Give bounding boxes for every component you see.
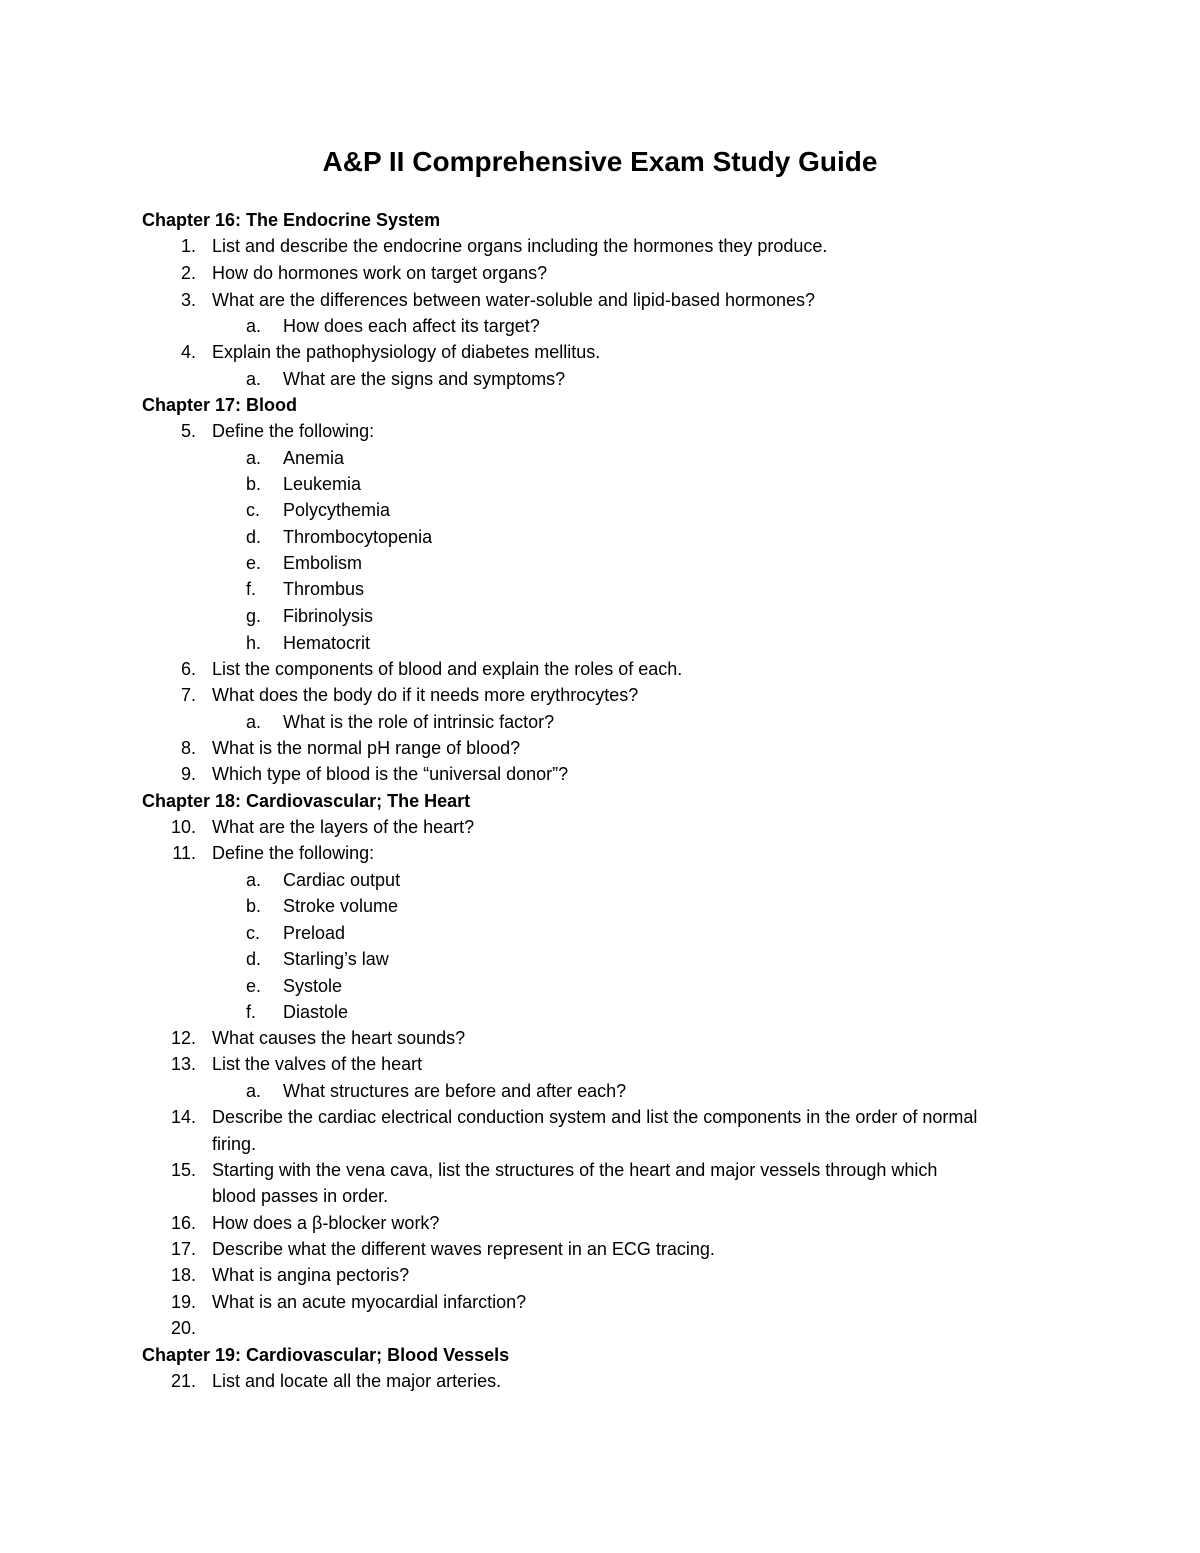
chapter-heading: Chapter 19: Cardiovascular; Blood Vessels xyxy=(142,1345,510,1365)
question-text: Starting with the vena cava, list the structures of the heart and major vessels through which xyxy=(212,1160,938,1180)
sub-item-text: Starling’s law xyxy=(283,949,389,969)
question-text-continued: blood passes in order. xyxy=(212,1186,389,1206)
question-number: 6. xyxy=(180,659,196,679)
question-number: 18. xyxy=(170,1265,196,1285)
question-text: Explain the pathophysiology of diabetes mellitus. xyxy=(212,342,601,362)
question-text: How does a β-blocker work? xyxy=(212,1213,440,1233)
sub-item-letter: c. xyxy=(246,500,261,520)
question-number: 7. xyxy=(180,685,196,705)
sub-item-text: What are the signs and symptoms? xyxy=(283,369,566,389)
question-text: What are the differences between water-soluble and lipid-based hormones? xyxy=(212,290,816,310)
sub-item-letter: a. xyxy=(246,712,262,732)
question-text: What is an acute myocardial infarction? xyxy=(212,1292,527,1312)
sub-item-letter: e. xyxy=(246,553,262,573)
sub-item-text: What is the role of intrinsic factor? xyxy=(283,712,555,732)
question-number: 15. xyxy=(170,1160,196,1180)
sub-item-letter: b. xyxy=(246,896,262,916)
question-text: Describe what the different waves represent in an ECG tracing. xyxy=(212,1239,715,1259)
question-text: What is the normal pH range of blood? xyxy=(212,738,521,758)
sub-item-text: Leukemia xyxy=(283,474,362,494)
sub-item-letter: a. xyxy=(246,870,262,890)
question-number: 3. xyxy=(180,290,196,310)
question-number: 17. xyxy=(170,1239,196,1259)
question-text: List and locate all the major arteries. xyxy=(212,1371,502,1391)
sub-item-text: What structures are before and after each? xyxy=(283,1081,627,1101)
sub-item-letter: a. xyxy=(246,316,262,336)
question-text: List and describe the endocrine organs including the hormones they produce. xyxy=(212,236,828,256)
sub-item-letter: d. xyxy=(246,527,262,547)
sub-item-text: Fibrinolysis xyxy=(283,606,374,626)
sub-item-letter: c. xyxy=(246,923,261,943)
sub-item-letter: a. xyxy=(246,369,262,389)
question-number: 16. xyxy=(170,1213,196,1233)
sub-item-text: Preload xyxy=(283,923,346,943)
chapter-heading: Chapter 16: The Endocrine System xyxy=(142,210,441,230)
question-text: How do hormones work on target organs? xyxy=(212,263,548,283)
sub-item-text: Stroke volume xyxy=(283,896,399,916)
question-number: 21. xyxy=(170,1371,196,1391)
sub-item-text: Thrombus xyxy=(283,579,365,599)
question-number: 19. xyxy=(170,1292,196,1312)
sub-item-letter: a. xyxy=(246,1081,262,1101)
sub-item-letter: g. xyxy=(246,606,262,626)
sub-item-text: Hematocrit xyxy=(283,633,371,653)
question-text: Describe the cardiac electrical conduction system and list the components in the order of normal xyxy=(212,1107,978,1127)
sub-item-letter: a. xyxy=(246,448,262,468)
question-number: 1. xyxy=(180,236,196,256)
sub-item-text: How does each affect its target? xyxy=(283,316,540,336)
question-text: List the components of blood and explain the roles of each. xyxy=(212,659,683,679)
question-number: 12. xyxy=(170,1028,196,1048)
sub-item-text: Systole xyxy=(283,976,343,996)
question-text: What are the layers of the heart? xyxy=(212,817,475,837)
question-number: 8. xyxy=(180,738,196,758)
sub-item-text: Embolism xyxy=(283,553,363,573)
sub-item-letter: h. xyxy=(246,633,262,653)
sub-item-letter: d. xyxy=(246,949,262,969)
question-number: 4. xyxy=(180,342,196,362)
question-text: Define the following: xyxy=(212,843,375,863)
question-text: Define the following: xyxy=(212,421,375,441)
sub-item-text: Diastole xyxy=(283,1002,349,1022)
question-number: 5. xyxy=(180,421,196,441)
chapter-heading: Chapter 17: Blood xyxy=(142,395,298,415)
question-number: 11. xyxy=(172,843,196,863)
sub-item-letter: e. xyxy=(246,976,262,996)
question-text: Which type of blood is the “universal donor”? xyxy=(212,764,569,784)
question-text: What does the body do if it needs more erythrocytes? xyxy=(212,685,639,705)
question-number: 9. xyxy=(180,764,196,784)
question-number: 20. xyxy=(170,1318,196,1338)
sub-item-letter: b. xyxy=(246,474,262,494)
question-number: 2. xyxy=(180,263,196,283)
question-text: What is angina pectoris? xyxy=(212,1265,410,1285)
sub-item-text: Thrombocytopenia xyxy=(283,527,433,547)
chapter-heading: Chapter 18: Cardiovascular; The Heart xyxy=(142,791,471,811)
question-number: 13. xyxy=(170,1054,196,1074)
document-title: A&P II Comprehensive Exam Study Guide xyxy=(322,146,878,177)
sub-item-letter: f. xyxy=(246,1002,257,1022)
sub-item-letter: f. xyxy=(246,579,257,599)
sub-item-text: Cardiac output xyxy=(283,870,401,890)
question-number: 10. xyxy=(170,817,196,837)
question-text: List the valves of the heart xyxy=(212,1054,423,1074)
question-text: What causes the heart sounds? xyxy=(212,1028,466,1048)
sub-item-text: Anemia xyxy=(283,448,345,468)
question-text-continued: firing. xyxy=(212,1134,257,1154)
sub-item-text: Polycythemia xyxy=(283,500,391,520)
question-number: 14. xyxy=(170,1107,196,1127)
